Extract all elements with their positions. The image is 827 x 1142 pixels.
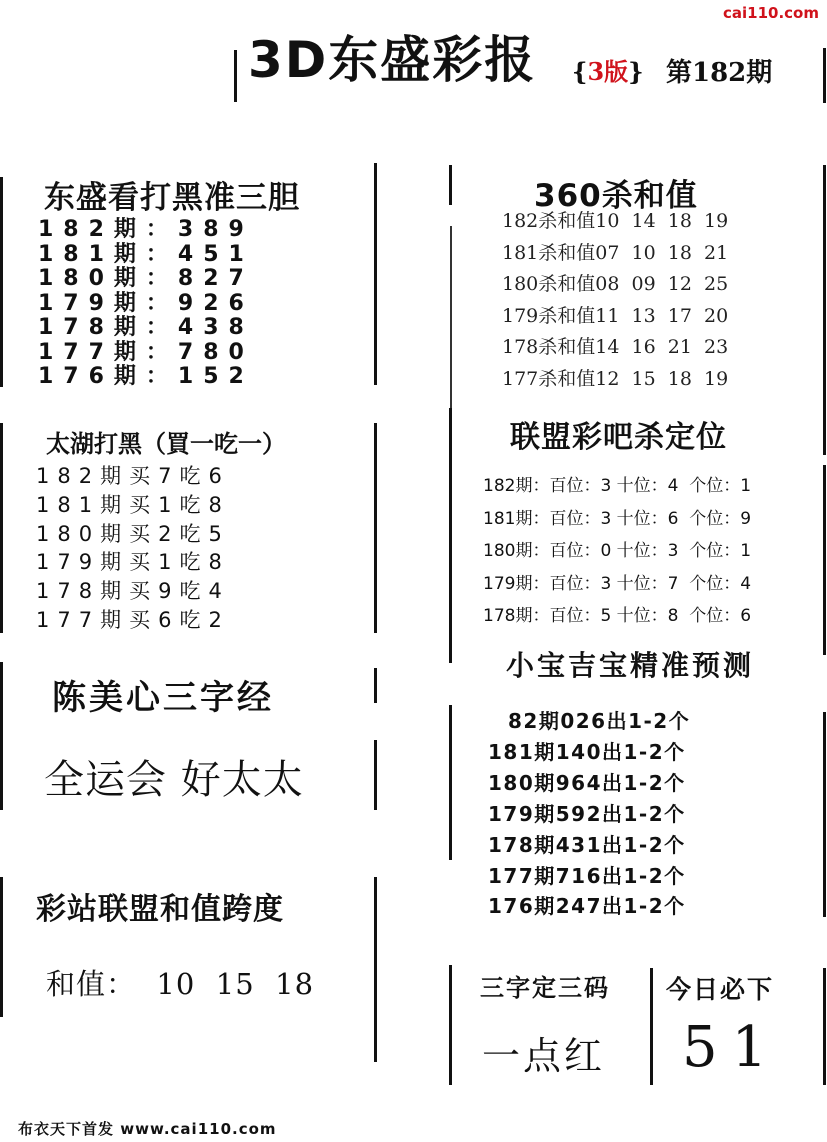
kill360-clip: [450, 210, 824, 408]
section-border: [374, 877, 377, 1062]
section-border: [0, 423, 3, 633]
list-item: 181期：百位：3 十位：6 个位：9: [483, 508, 752, 529]
section-border: [823, 712, 826, 917]
edition-label: [572, 52, 644, 87]
header-left-divider: [234, 50, 237, 102]
caizhan-text: 和值： 10 15 18: [46, 967, 315, 1001]
section-border: [374, 668, 377, 703]
caizhan-title: 彩站联盟和值跨度: [36, 892, 284, 927]
lianmeng-list: [483, 470, 751, 633]
jinri-text: 51: [682, 1015, 782, 1080]
section-border: [823, 465, 826, 655]
section-border: [374, 740, 377, 810]
footer-text: 布衣天下首发 www.cai110.com: [18, 1120, 277, 1138]
list-item: 179期：926: [38, 290, 254, 316]
edition-open-brace: {: [572, 57, 588, 86]
section-border: [0, 177, 3, 387]
kill360-title: 360杀和值: [534, 178, 698, 214]
taihu-title: 太湖打黑（買一吃一）: [46, 430, 286, 458]
chenmeixin-title: 陈美心三字经: [52, 678, 274, 718]
site-watermark: cai110.com: [723, 4, 819, 22]
section-border: [449, 705, 452, 860]
list-item: 179期买1吃8: [36, 550, 230, 575]
list-item: 181期：451: [38, 241, 254, 267]
section-border: [0, 662, 3, 810]
list-item: 180期964出1-2个: [488, 770, 686, 795]
section-border: [449, 965, 452, 1085]
list-item: 178期431出1-2个: [488, 832, 686, 857]
lianmeng-title: 联盟彩吧杀定位: [510, 420, 727, 455]
list-item: 181期买1吃8: [36, 492, 230, 517]
header-right-divider: [823, 48, 826, 103]
sanzi-title: 三字定三码: [480, 974, 610, 1002]
section-border: [0, 877, 3, 1017]
jinri-title: 今日必下: [666, 975, 775, 1004]
list-item: 180期买2吃5: [36, 521, 230, 546]
list-item: 176期247出1-2个: [488, 894, 686, 919]
section-border: [374, 423, 377, 633]
taihu-list: [36, 462, 230, 635]
list-item: 179期：百位：3 十位：7 个位：4: [483, 573, 752, 594]
prediction-title: 小宝吉宝精准预测: [506, 649, 755, 682]
list-item: 180期：百位：0 十位：3 个位：1: [483, 541, 752, 562]
sanzi-text: 一点红: [482, 1034, 606, 1078]
list-item: 180期：827: [38, 266, 254, 291]
list-item: 181杀和值07 10 18 21: [502, 241, 729, 264]
list-item: 82期026出1-2个: [508, 709, 691, 733]
list-item: 180杀和值08 09 12 25: [502, 273, 729, 296]
issue-number: 第182期: [666, 58, 773, 88]
section-border: [823, 968, 826, 1085]
edition-number: 3版: [587, 57, 629, 86]
list-item: 181期140出1-2个: [488, 739, 686, 764]
prediction-list: [488, 706, 690, 922]
list-item: 178期：百位：5 十位：8 个位：6: [483, 606, 752, 627]
list-item: 182杀和值10 14 18 19: [502, 210, 729, 232]
list-item: 176期：152: [38, 364, 254, 389]
dongsheng-title: 东盛看打黑准三胆: [44, 180, 300, 216]
section-border: [449, 408, 452, 663]
list-item: 178杀和值14 16 21 23: [502, 336, 729, 359]
list-item: 182期买7吃6: [36, 464, 230, 488]
list-item: 177期716出1-2个: [488, 863, 686, 888]
list-item: 177期买6吃2: [36, 607, 230, 632]
section-border: [374, 163, 377, 385]
next-title-clip: [490, 640, 820, 682]
kill360-list: [502, 206, 728, 396]
list-item: 179杀和值11 13 17 20: [502, 304, 729, 327]
list-item: 182期：百位：3 十位：4 个位：1: [483, 476, 752, 496]
list-item: 177杀和值12 15 18 19: [502, 367, 729, 390]
list-item: 177期：780: [38, 339, 254, 365]
list-item: 179期592出1-2个: [488, 801, 686, 826]
chenmeixin-text: 全运会 好太太: [44, 757, 304, 803]
section-border: [449, 165, 452, 205]
list-item: 178期：438: [38, 315, 254, 340]
edition-close-brace: }: [628, 57, 644, 86]
newspaper-title: 3D东盛彩报: [248, 31, 537, 89]
list-item: 182期：389: [38, 217, 254, 242]
dongsheng-list: [38, 218, 254, 390]
list-item: 178期买9吃4: [36, 579, 230, 604]
section-border: [650, 968, 653, 1085]
